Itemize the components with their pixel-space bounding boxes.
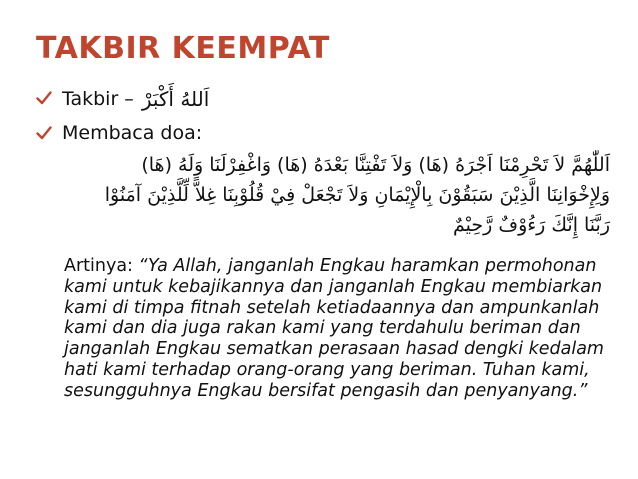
slide-title: TAKBIR KEEMPAT [36, 31, 330, 66]
doa-line: رَبَّنَا إِنَّكَ رَءُوْفٌ رَّحِيْمٌ [453, 214, 610, 236]
doa-line: اَللّٰهُمَّ لاَ تَحْرِمْنَا اَجْرَهُ (هَا) وَلاَ تَفْتِنَّا بَعْدَهُ (هَا) وَاغْفِرْلَنَا وَلَهُ (هَا) [141, 154, 610, 176]
translation-label: Artinya: [64, 256, 139, 276]
checkmark-icon [36, 125, 52, 141]
bullet-takbir [36, 89, 209, 109]
translation-paragraph [64, 256, 604, 402]
translation-text: “Ya Allah, janganlah Engkau haramkan permohonan kami untuk kebajikannya dan janganlah Engkau membiarkan kami di timpa fitnah setelah ketiadaannya dan ampunkanlah kami dan dia juga rakan kami yang terdahulu beriman dan janganlah Engkau sematkan perasaan hasad dengki kedalam hati kami terhadap orang-orang yang beriman. Tuhan kami, sesungguhnya Engkau bersifat pengasih dan penyanyang.” [64, 256, 604, 401]
bullet-membaca-doa [36, 124, 202, 143]
doa-arabic-block [80, 150, 610, 240]
takbir-arabic: اَللهُ أَكْبَرْ [141, 87, 210, 111]
takbir-label: Takbir – [62, 87, 134, 110]
checkmark-icon [36, 90, 52, 106]
doa-line: وَلِإِخْوَانِنَا الَّذِيْنَ سَبَقُوْنَ بِالْإِيْمَانِ وَلاَ تَجْعَلْ فِيْ قُلُوْبِنَا غِلاًّ لِّلَّذِيْنَ آمَنُوْا [104, 184, 610, 206]
membaca-doa-label: Membaca doa: [62, 122, 203, 144]
